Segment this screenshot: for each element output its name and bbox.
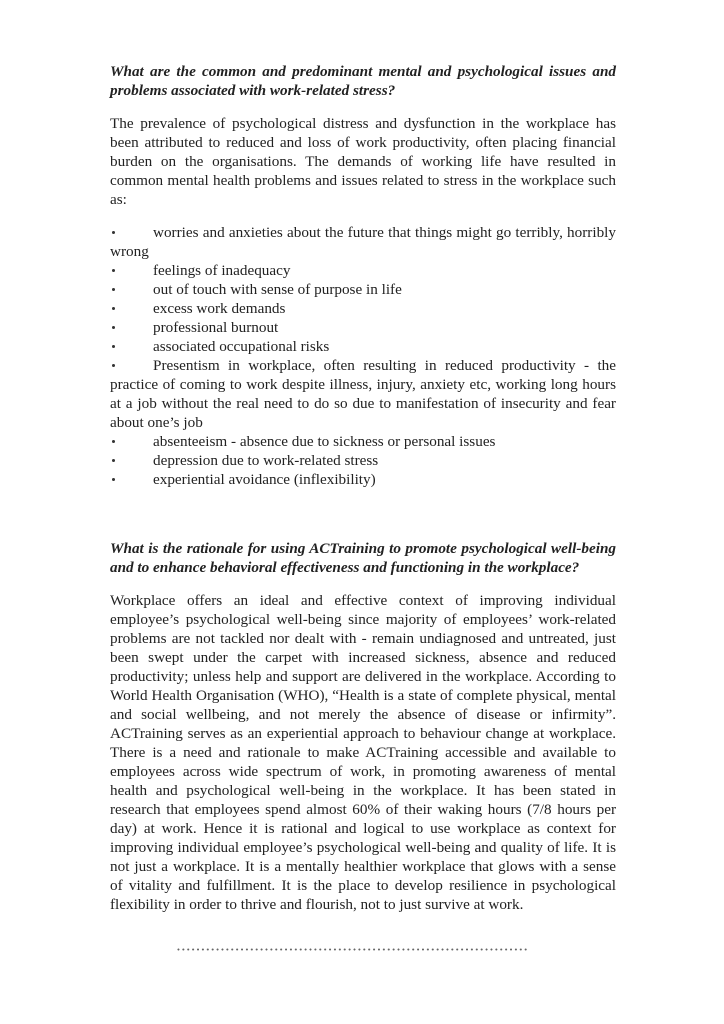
rationale-paragraph: Workplace offers an ideal and effective context of improving individual employee’s psychological well-being since majority of employees’ work-related problems are not tackled nor dealt with - remain undiagnosed and untreated, just been swept under the carpet with increased sickness, absence and reduced productivity; unless help and support are delivered in the workplace. According to World Health Organisation (WHO), “Health is a state of complete physical, mental and social wellbeing, and not merely the absence of disease or infirmity”. ACTraining serves as an experiential approach to behaviour change at workplace. There is a need and rationale to make ACTraining accessible and available to employees across wide spectrum of work, in promoting awareness of mental health and psychological well-being in the workplace. It has been stated in research that employees spend almost 60% of their waking hours (7/8 hours per day) at work. Hence it is rational and logical to use workplace as context for improving individual employee’s psychological well-being and quality of life. It is not just a workplace. It is a mentally healthier workplace that glows with a sense of vitality and fulfillment. It is the place to develop resilience in psychological flexibility in order to thrive and flourish, not to just survive at work. [110, 592, 616, 913]
bullet-icon [112, 440, 115, 443]
list-item: feelings of inadequacy [110, 261, 616, 280]
intro-paragraph: The prevalence of psychological distress and dysfunction in the workplace has been attributed to reduced and loss of work productivity, often placing financial burden on the organisations. The demands of working life have resulted in common mental health problems and issues related to stress in the workplace such as: [110, 115, 616, 208]
list-item: out of touch with sense of purpose in life [110, 280, 616, 299]
bullet-icon [112, 478, 115, 481]
bullet-icon [112, 326, 115, 329]
list-item: worries and anxieties about the future that things might go terribly, horribly wrong [110, 224, 616, 260]
bullet-icon [112, 269, 115, 272]
issues-list [110, 223, 616, 489]
section-heading-stress-issues: What are the common and predominant mental and psychological issues and problems associated with work-related stress? [110, 63, 616, 99]
dotted-separator [176, 948, 528, 951]
list-item: associated occupational risks [110, 337, 616, 356]
list-item: experiential avoidance (inflexibility) [110, 470, 616, 489]
list-item: Presentism in workplace, often resulting in reduced productivity - the practice of coming to work despite illness, injury, anxiety etc, working long hours at a job without the real need to do so due to manifestation of insecurity and fear about one’s job [110, 357, 616, 431]
list-item: absenteeism - absence due to sickness or personal issues [110, 432, 616, 451]
list-item: professional burnout [110, 318, 616, 337]
bullet-icon [112, 231, 115, 234]
bullet-icon [112, 307, 115, 310]
section-heading-actraining-rationale: What is the rationale for using ACTraining to promote psychological well-being and to enhance behavioral effectiveness and functioning in the workplace? [110, 540, 616, 576]
bullet-icon [112, 364, 115, 367]
list-item: depression due to work-related stress [110, 451, 616, 470]
document-page [110, 62, 616, 914]
bullet-icon [112, 345, 115, 348]
bullet-icon [112, 459, 115, 462]
list-item: excess work demands [110, 299, 616, 318]
bullet-icon [112, 288, 115, 291]
